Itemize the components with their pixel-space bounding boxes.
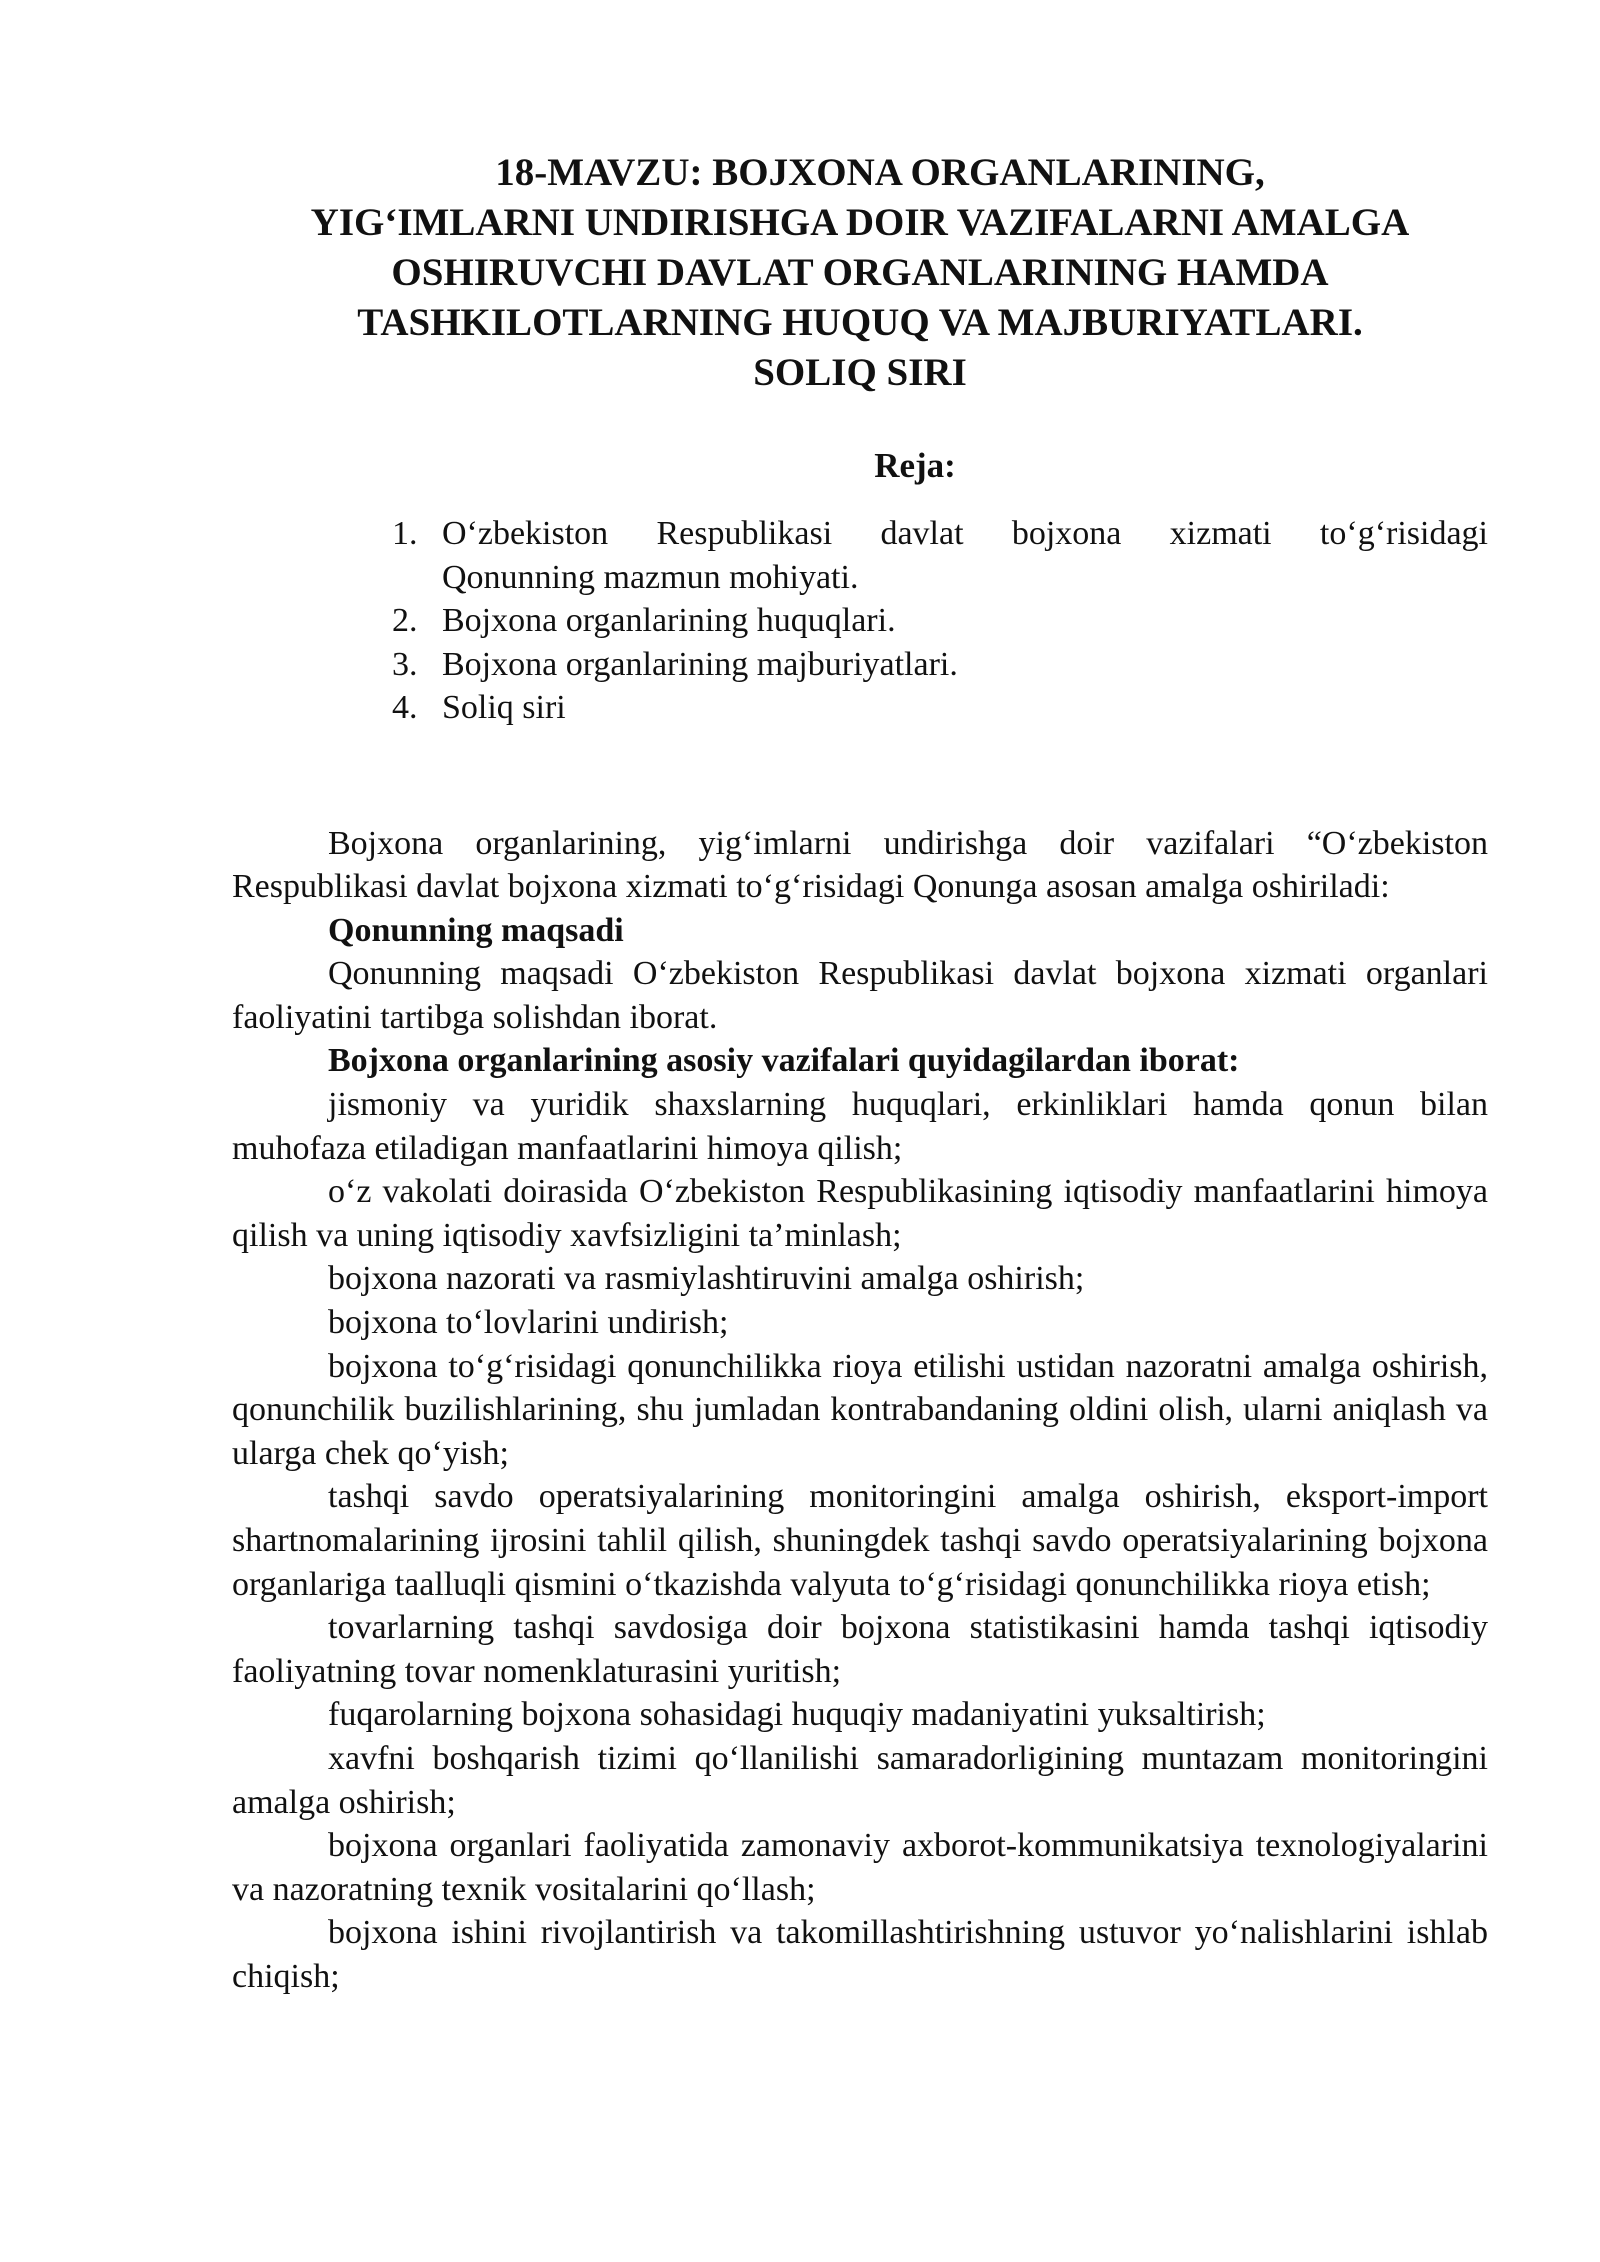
plan-item (392, 643, 1488, 687)
section-heading: Bojxona organlarining asosiy vazifalari quyidagilardan iborat: (328, 1042, 1240, 1080)
document-title (232, 148, 1488, 398)
document-body (232, 822, 1488, 1999)
plan-item-text: Bojxona organlarining majburiyatlari. (442, 645, 958, 683)
plan-heading: Reja: (874, 446, 956, 485)
title-line: TASHKILOTLARNING HUQUQ VA MAJBURIYATLARI. (357, 301, 1363, 344)
plan-item-number: 4. (392, 689, 418, 726)
paragraph: bojxona to‘lovlarini undirish; (328, 1304, 729, 1342)
paragraph: tashqi savdo operatsiyalarining monitoringini amalga oshirish, eksport-import shartnomalarining ijrosini tahlil qilish, shuningdek tashqi savdo operatsiyalarining bojxona organlariga taalluqli qismini o‘tkazishda valyuta to‘g‘risidagi qonunchilikka rioya etish; (232, 1478, 1488, 1603)
title-line: YIG‘IMLARNI UNDIRISHGA DOIR VAZIFALARNI AMALGA (310, 201, 1410, 244)
paragraph: Bojxona organlarining, yig‘imlarni undirishga doir vazifalari “O‘zbekiston Respublikasi davlat bojxona xizmati to‘g‘risidagi Qonunga asosan amalga oshiriladi: (232, 824, 1488, 906)
title-line: SOLIQ SIRI (753, 351, 967, 394)
paragraph: jismoniy va yuridik shaxslarning huquqlari, erkinliklari hamda qonun bilan muhofaza etiladigan manfaatlarini himoya qilish; (232, 1086, 1488, 1167)
plan-item-number: 1. (392, 515, 418, 552)
paragraph: o‘z vakolati doirasida O‘zbekiston Respublikasining iqtisodiy manfaatlarini himoya qilish va uning iqtisodiy xavfsizligini ta’minlash; (232, 1173, 1488, 1254)
paragraph: tovarlarning tashqi savdosiga doir bojxona statistikasini hamda tashqi iqtisodiy faoliyatning tovar nomenklaturasini yuritish; (232, 1609, 1488, 1690)
document-page (232, 148, 1488, 1999)
paragraph: bojxona to‘g‘risidagi qonunchilikka rioya etilishi ustidan nazoratni amalga oshirish, qonunchilik buzilishlarining, shu jumladan kontrabandaning oldini olish, ularni aniqlash va ularga chek qo‘yish; (232, 1347, 1488, 1472)
plan-item-text: Bojxona organlarining huquqlari. (442, 602, 896, 639)
paragraph: fuqarolarning bojxona sohasidagi huquqiy madaniyatini yuksaltirish; (328, 1696, 1266, 1734)
title-line: 18-MAVZU: BOJXONA ORGANLARINING, (495, 151, 1265, 194)
paragraph: bojxona nazorati va rasmiylashtiruvini amalga oshirish; (328, 1260, 1085, 1298)
plan-item-text-continued: Qonunning mazmun mohiyati. (442, 558, 859, 596)
title-line: OSHIRUVCHI DAVLAT ORGANLARINING HAMDA (391, 251, 1329, 294)
plan-item (392, 512, 1488, 599)
plan-item (392, 686, 1488, 730)
plan-item (392, 599, 1488, 643)
plan-list (232, 512, 1488, 730)
paragraph: bojxona organlari faoliyatida zamonaviy axborot-kommunikatsiya texnologiyalarini va nazoratning texnik vositalarini qo‘llash; (232, 1827, 1488, 1908)
plan-item-number: 3. (392, 645, 418, 683)
plan-item-number: 2. (392, 602, 418, 639)
paragraph: bojxona ishini rivojlantirish va takomillashtirishning ustuvor yo‘nalishlarini ishlab chiqish; (232, 1914, 1488, 1995)
paragraph: Qonunning maqsadi O‘zbekiston Respublikasi davlat bojxona xizmati organlari faoliyatini tartibga solishdan iborat. (232, 955, 1488, 1036)
paragraph: xavfni boshqarish tizimi qo‘llanilishi samaradorligining muntazam monitoringini amalga oshirish; (232, 1739, 1488, 1821)
section-heading: Qonunning maqsadi (328, 911, 624, 949)
plan-item-text: O‘zbekiston Respublikasi davlat bojxona xizmati to‘g‘risidagi (442, 515, 1488, 552)
plan-item-text: Soliq siri (442, 689, 566, 726)
